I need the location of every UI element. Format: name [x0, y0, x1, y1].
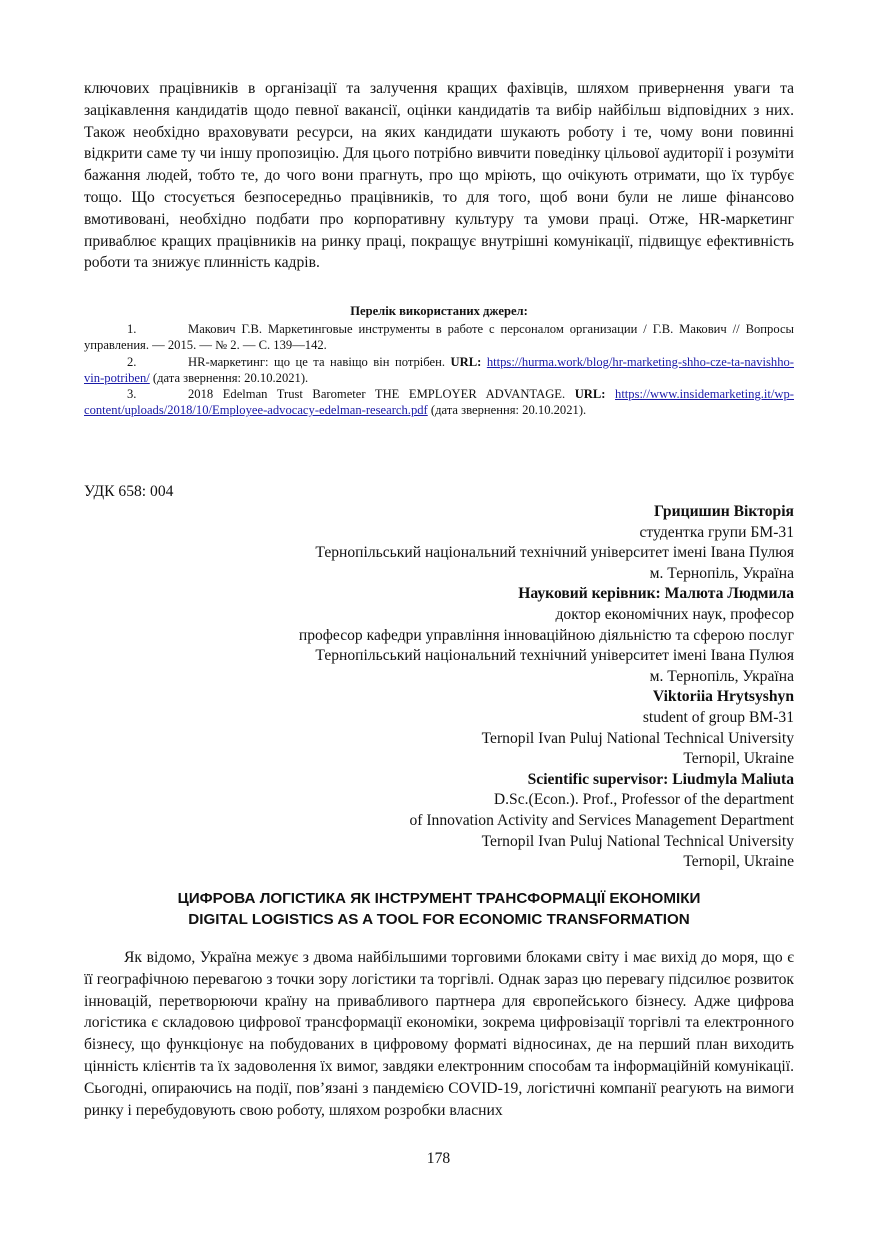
references-title: Перелік використаних джерел:: [350, 304, 528, 318]
supervisor-city-en: Ternopil, Ukraine: [683, 853, 794, 871]
reference-url-label: URL:: [574, 387, 606, 402]
reference-item-1: [84, 321, 794, 353]
supervisor-name-en: Scientific supervisor: Liudmyla Maliuta: [527, 770, 794, 788]
supervisor-university-en: Ternopil Ivan Puluj National Technical University: [481, 832, 794, 850]
supervisor-position-ua: професор кафедри управління інноваційною діяльністю та сферою послуг: [298, 626, 794, 644]
reference-item-2: [84, 354, 794, 386]
intro-paragraph: ключових працівників в організації та залучення кращих фахівців, шляхом привернення уваги та зацікавлення кандидатів щодо певної вакансії, оцінки кандидатів та вибір найбільш відповідних з них. Також необхідно враховувати ресурси, на яких кандидати шукають роботу і те, чому вони повинні відкрити саме ту чи іншу пропозицію. Для цього потрібно вивчити поведінку цільової аудиторії і розуміти бажання людей, тобто те, до чого вони прагнуть, про що мріють, що очікують отримати, що їх турбує тощо. Що стосується безпосередньо працівників, то для того, щоб вони були не лише фінансово вмотивовані, необхідно подбати про корпоративну культуру та умови праці. Отже, HR-маркетинг приваблює кращих працівників на ринку праці, покращує внутрішні комунікації, підвищує ефективність роботи та знижує плинність кадрів.: [84, 80, 794, 272]
reference-link[interactable]: https://www.insidemarketing.it/wp-content/uploads/2018/10/Employee-advocacy-edelman-research.pdf: [84, 387, 794, 418]
page-number: 178: [426, 1150, 451, 1167]
reference-number: 1.: [127, 322, 137, 337]
references-section: [84, 303, 794, 418]
supervisor-city-ua: м. Тернопіль, Україна: [649, 667, 794, 685]
supervisor-degree-en: D.Sc.(Econ.). Prof., Professor of the department: [493, 791, 794, 809]
udk-code: УДК 658: 004: [84, 483, 174, 500]
author-name-en: Viktoriia Hrytsyshyn: [652, 688, 794, 706]
article-titles: [84, 888, 794, 930]
supervisor-university-ua: Тернопільський національний технічний університет імені Івана Пулюя: [315, 647, 794, 665]
reference-number: 3.: [127, 387, 137, 402]
reference-link[interactable]: https://hurma.work/blog/hr-marketing-shho-cze-ta-navishho-vin-potriben/: [84, 354, 794, 385]
author-university-ua: Тернопільський національний технічний університет імені Івана Пулюя: [315, 544, 794, 562]
supervisor-degree-ua: доктор економічних наук, професор: [555, 605, 794, 623]
authors-block: [299, 502, 794, 873]
reference-access-date: (дата звернення: 20.10.2021).: [430, 403, 587, 418]
author-city-en: Ternopil, Ukraine: [683, 750, 794, 768]
reference-url-label: URL:: [450, 354, 482, 369]
reference-text: HR-маркетинг: що це та навіщо він потрібен.: [188, 354, 446, 369]
supervisor-name-ua: Науковий керівник: Малюта Людмила: [518, 585, 794, 603]
reference-text: Макович Г.В. Маркетинговые инструменты в работе с персоналом организации / Г.В. Макович // Вопросы управления. — 2015. — № 2. — С. 139—142.: [84, 322, 794, 353]
supervisor-department-en: of Innovation Activity and Services Management Department: [409, 811, 794, 829]
reference-text: 2018 Edelman Trust Barometer THE EMPLOYER ADVANTAGE.: [188, 387, 566, 402]
reference-number: 2.: [127, 354, 137, 369]
author-role-ua: студентка групи БМ-31: [639, 523, 794, 541]
reference-access-date: (дата звернення: 20.10.2021).: [152, 370, 309, 385]
author-university-en: Ternopil Ivan Puluj National Technical University: [481, 729, 794, 747]
author-city-ua: м. Тернопіль, Україна: [649, 564, 794, 582]
main-paragraph: Як відомо, Україна межує з двома найбільшими торговими блоками світу і має вихід до моря, що є її географічною перевагою з точки зору логістики та торгівлі. Однак зараз цю перевагу підсилює розвиток інновацій, перетворюючи країну на привабливого партнера для європейського бізнесу. Адже цифрова логістика є складовою цифрової трансформації економіки, зокрема цифровізації торгівлі та електронного бізнесу, що функціонує на побудованих в цифровому форматі відносинах, де на перший план виходить цінність клієнтів та їх задоволення їх вимог, завдяки електронним способам та інформаційній комунікації. Сьогодні, опираючись на події, пов’язані з пандемією COVID-19, логістичні компанії реагують на вимоги ринку і перебудовують свою роботу, шляхом розробки власних: [84, 949, 794, 1119]
article-title-ua: ЦИФРОВА ЛОГІСТИКА ЯК ІНСТРУМЕНТ ТРАНСФОРМАЦІЇ ЕКОНОМІКИ: [177, 890, 701, 907]
reference-item-3: [84, 386, 794, 418]
article-title-en: DIGITAL LOGISTICS AS A TOOL FOR ECONOMIC TRANSFORMATION: [188, 911, 690, 928]
author-name-ua: Грицишин Вікторія: [653, 503, 794, 520]
author-role-en: student of group BM-31: [642, 708, 794, 726]
